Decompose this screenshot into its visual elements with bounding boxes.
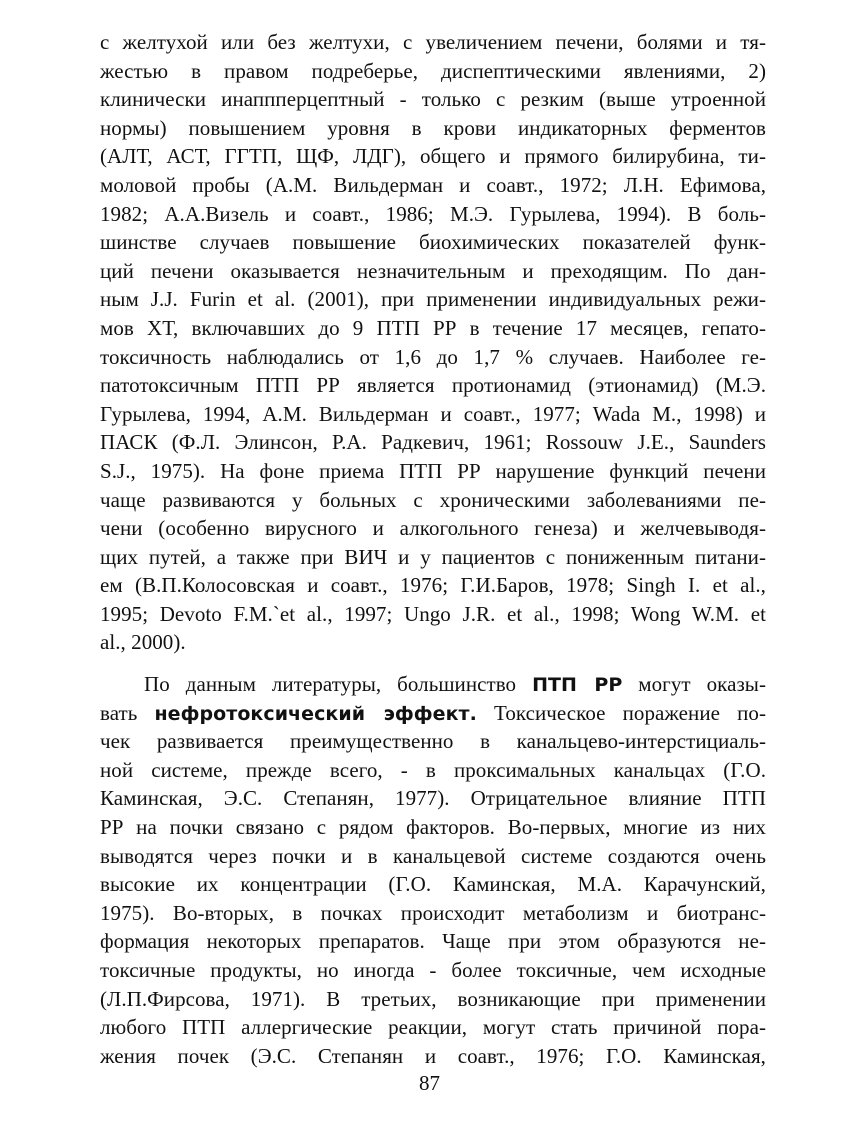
- text-line: щих путей, а также при ВИЧ и у пациентов с пониженным питани-: [100, 544, 766, 569]
- text-line: с желтухой или без желтухи, с увеличением печени, болями и тя-: [100, 30, 766, 54]
- text-line: ной системе, прежде всего, - в проксимальных канальцах (Г.О.: [100, 757, 766, 782]
- text-line: 1995; Devoto F.M.`et al., 1997; Ungo J.R. et al., 1998; Wong W.M. et: [100, 601, 766, 626]
- text-line: Гурылева, 1994, А.М. Вильдерман и соавт., 1977; Wada M., 1998) и: [100, 401, 766, 426]
- text-line: шинстве случаев повышение биохимических показателей функ-: [100, 230, 766, 255]
- text-line: жестью в правом подреберье, диспептическими явлениями, 2): [100, 58, 766, 83]
- text-line: нормы) повышением уровня в крови индикаторных ферментов: [100, 115, 766, 140]
- text-line: РР на почки связано с рядом факторов. Во-первых, многие из них: [100, 815, 766, 840]
- text-line: моловой пробы (А.М. Вильдерман и соавт., 1972; Л.Н. Ефимова,: [100, 172, 766, 197]
- text-line: 1975). Во-вторых, в почках происходит метаболизм и биотранс-: [100, 900, 766, 925]
- text-line: токсичность наблюдались от 1,6 до 1,7 % случаев. Наиболее ге-: [100, 344, 766, 369]
- text-line: Каминская, Э.С. Степанян, 1977). Отрицательное влияние ПТП: [100, 786, 766, 811]
- text-line: высокие их концентрации (Г.О. Каминская, М.А. Карачунский,: [100, 872, 766, 897]
- text-line: выводятся через почки и в канальцевой системе создаются очень: [100, 843, 766, 868]
- text-line: ным J.J. Furin et al. (2001), при применении индивидуальных режи-: [100, 287, 766, 312]
- text-line: мов ХТ, включавших до 9 ПТП РР в течение 17 месяцев, гепато-: [100, 315, 766, 340]
- text-line: токсичные продукты, но иногда - более токсичные, чем исходные: [100, 958, 766, 982]
- text-line: формация некоторых препаратов. Чаще при этом образуются не-: [100, 929, 766, 954]
- text-line: патотоксичным ПТП РР является протионамид (этионамид) (М.Э.: [100, 373, 766, 398]
- text-line: чени (особенно вирусного и алкогольного генеза) и желчевыводя-: [100, 516, 766, 541]
- text-line: 1982; А.А.Визель и соавт., 1986; М.Э. Гурылева, 1994). В боль-: [100, 201, 766, 226]
- text-line: [100, 699, 766, 728]
- text-line: al., 2000).: [100, 630, 186, 655]
- text-line: чек развивается преимущественно в канальцево-интерстициаль-: [100, 729, 766, 754]
- paragraph-hepatotoxicity: [100, 28, 766, 657]
- text-line: клинически инаппперцептный - только с резким (выше утроенной: [100, 87, 766, 112]
- text-line: любого ПТП аллергические реакции, могут стать причиной пора-: [100, 1015, 766, 1040]
- text-run: По данным литературы, большинство: [144, 672, 533, 697]
- text-line: (АЛТ, АСТ, ГГТП, ЩФ, ЛДГ), общего и прямого билирубина, ти-: [100, 144, 766, 169]
- paragraph-nephrotoxicity: [100, 670, 766, 1070]
- text-line: [100, 670, 766, 699]
- text-line: чаще развиваются у больных с хроническими заболеваниями пе-: [100, 487, 766, 512]
- paragraph-gap: [100, 657, 766, 670]
- text-line: жения почек (Э.С. Степанян и соавт., 1976; Г.О. Каминская,: [100, 1043, 766, 1068]
- text-line: ем (В.П.Колосовская и соавт., 1976; Г.И.Баров, 1978; Singh I. et al.,: [100, 573, 766, 598]
- text-run: вать: [100, 700, 155, 725]
- bold-term: ПТП РР: [532, 674, 623, 697]
- text-line: ПАСК (Ф.Л. Элинсон, Р.А. Радкевич, 1961; Rossouw J.E., Saunders: [100, 430, 766, 455]
- text-run: могут оказы-: [622, 672, 766, 697]
- page-number: 87: [419, 1071, 440, 1095]
- document-page: [100, 28, 766, 1070]
- text-line: (Л.П.Фирсова, 1971). В третьих, возникающие при применении: [100, 986, 766, 1011]
- text-line: S.J., 1975). На фоне приема ПТП РР нарушение функций печени: [100, 458, 766, 483]
- text-line: ций печени оказывается незначительным и преходящим. По дан-: [100, 258, 766, 283]
- text-run: Токсическое поражение по-: [476, 700, 766, 725]
- bold-term: нефротоксический эффект.: [154, 702, 477, 725]
